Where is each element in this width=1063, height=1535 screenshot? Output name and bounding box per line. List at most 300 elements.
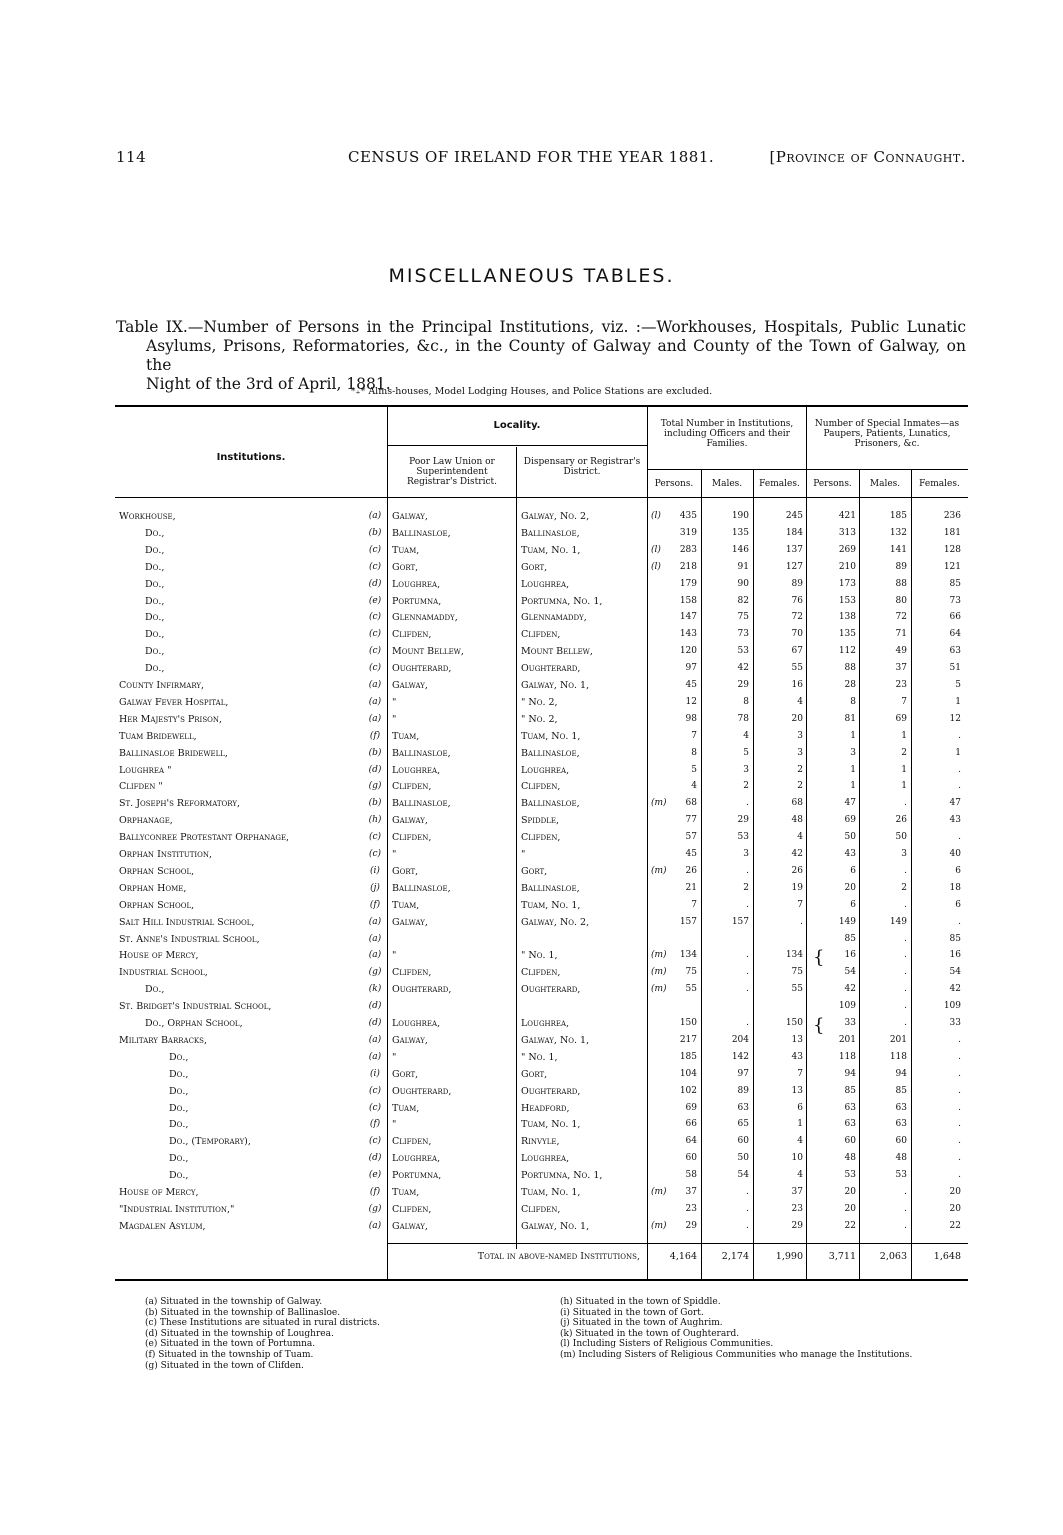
cell-p: 150 [679, 1018, 697, 1028]
table-row [115, 745, 968, 762]
cell-sp: 313 [838, 527, 856, 538]
cell-pu: " [392, 1051, 397, 1063]
cell-sp: 42 [844, 984, 856, 995]
cell-dis: Loughrea, [521, 1018, 570, 1029]
cell-f: 76 [791, 595, 803, 606]
cell-sp: 173 [838, 578, 856, 589]
cell-sm: 80 [895, 595, 907, 606]
cell-dis: Tuam, No. 1, [521, 730, 581, 742]
cell-m: 157 [731, 916, 749, 927]
cell-sm: 60 [895, 1136, 907, 1147]
cell-p: 283 [679, 544, 697, 555]
cell-f: 19 [791, 882, 803, 893]
cell-sfx: (c) [368, 1136, 382, 1147]
cell-sp: 85 [844, 933, 856, 944]
footnotes-left [145, 1297, 525, 1371]
cell-pu: " [392, 950, 397, 962]
cell-inst: "Industrial Institution," [119, 1203, 235, 1215]
cell-sp: 33 [844, 1018, 856, 1028]
cell-p: 179 [679, 578, 697, 589]
table-row [115, 1116, 968, 1133]
cell-sfx: (a) [368, 1051, 382, 1062]
cell-m: . [746, 1203, 749, 1214]
cell-sfx: (c) [368, 612, 382, 623]
cell-inst: Orphan School, [119, 865, 195, 877]
cell-inst: Orphanage, [119, 815, 173, 827]
cell-sp: 210 [838, 561, 856, 572]
exclusion-note: *₊* Alms-houses, Model Lodging Houses, and Police Stations are excluded. [350, 386, 713, 397]
cell-sfx: (c) [368, 832, 382, 843]
table-row [115, 609, 968, 626]
table-row [115, 677, 968, 694]
cell-dis: " No. 2, [521, 713, 558, 725]
cell-pu: " [392, 696, 397, 708]
cell-pu: Gort, [392, 1068, 419, 1080]
cell-sf: 51 [949, 663, 961, 674]
footnote: (l) Including Sisters of Religious Communities. [560, 1339, 774, 1350]
cell-sf: 16 [949, 950, 961, 961]
cell-inst: Orphan School, [119, 899, 195, 911]
cell-sf: . [958, 1170, 961, 1181]
cell-p: 29 [685, 1220, 697, 1231]
cell-sm: 3 [901, 849, 907, 859]
cell-sfx: (d) [368, 764, 382, 775]
cell-sfx: (h) [368, 815, 382, 826]
cell-m: 73 [737, 629, 749, 640]
cell-sfx: (c) [368, 646, 382, 657]
cell-dis: Headford, [521, 1102, 570, 1114]
cell-inst: Do., [169, 1085, 189, 1097]
cell-sf: 40 [949, 849, 961, 859]
cell-m: 3 [743, 849, 749, 859]
cell-m: 91 [737, 561, 749, 572]
table-row [115, 694, 968, 711]
cell-m: . [746, 798, 749, 809]
cell-m: 97 [737, 1068, 749, 1079]
cell-m: . [746, 984, 749, 995]
cell-sp: 22 [844, 1220, 856, 1231]
cell-sm: . [904, 1001, 907, 1012]
cell-m: . [746, 950, 749, 961]
cell-sp: 63 [844, 1102, 856, 1113]
table-row [115, 914, 968, 931]
footnote: (c) These Institutions are situated in rural districts. [145, 1318, 380, 1329]
brace: { [813, 1015, 825, 1036]
table-row [115, 542, 968, 559]
cell-pu: " [392, 1119, 397, 1131]
cell-pu: Oughterard, [392, 1085, 452, 1097]
cell-sfx: (j) [370, 882, 380, 893]
cell-sm: 26 [895, 815, 907, 826]
cell-f: 75 [791, 967, 803, 978]
cell-p: 435 [679, 511, 697, 521]
cell-sf: 128 [943, 544, 961, 555]
cell-inst: Do., [145, 544, 165, 556]
cell-dis: " [521, 849, 526, 860]
cell-inst: Do., [145, 629, 165, 641]
cell-m: 135 [731, 527, 749, 538]
cell-p: 58 [685, 1170, 697, 1181]
cell-dis: Clifden, [521, 967, 561, 979]
footnote: (e) Situated in the town of Portumna. [145, 1339, 316, 1350]
table-row [115, 897, 968, 914]
footnotes-right [560, 1297, 980, 1361]
cell-pm: (l) [651, 511, 661, 521]
cell-inst: Ballinasloe Bridewell, [119, 747, 228, 759]
cell-dis: " No. 1, [521, 1051, 558, 1063]
cell-inst: Ballyconree Protestant Orphanage, [119, 832, 290, 844]
cell-pu: Galway, [392, 511, 428, 522]
cell-dis: Galway, No. 1, [521, 1220, 590, 1232]
cell-p: 68 [685, 798, 697, 809]
cell-sfx: (a) [368, 916, 382, 927]
table-row [115, 576, 968, 593]
cell-sp: 47 [844, 798, 856, 809]
cell-f: 55 [791, 984, 803, 995]
cell-sm: . [904, 1018, 907, 1028]
cell-sfx: (a) [368, 950, 382, 961]
cell-p: 102 [679, 1085, 697, 1096]
cell-sfx: (d) [368, 578, 382, 589]
cell-m: 78 [737, 713, 749, 724]
cell-pm: (m) [651, 865, 667, 876]
table-row [115, 593, 968, 610]
footnote: (k) Situated in the town of Oughterard. [560, 1328, 740, 1339]
cell-pu: Galway, [392, 680, 428, 691]
cell-pu: " [392, 849, 397, 860]
cell-inst: St. Bridget's Industrial School, [119, 1001, 272, 1013]
cell-sf: 85 [949, 578, 961, 589]
cell-f: 43 [791, 1051, 803, 1062]
cell-sp: 6 [850, 865, 856, 876]
cell-sp: 16 [844, 950, 856, 961]
cell-sf: 1 [955, 747, 961, 758]
cell-sm: 23 [895, 680, 907, 690]
cell-dis: Galway, No. 2, [521, 916, 590, 928]
cell-sfx: (d) [368, 1153, 382, 1164]
cell-f: 2 [797, 781, 803, 792]
cell-sf: 54 [949, 967, 961, 978]
cell-inst: Do., Orphan School, [145, 1018, 243, 1029]
cell-dis: Portumna, No. 1, [521, 595, 603, 607]
cell-pu: Glennamaddy, [392, 612, 458, 624]
cell-f: 26 [791, 865, 803, 876]
cell-f: 4 [797, 832, 803, 843]
table-row [115, 1218, 968, 1235]
cell-pu: Clifden, [392, 1136, 432, 1148]
cell-dis: " No. 1, [521, 950, 558, 962]
cell-f: 48 [791, 815, 803, 826]
footnote: (b) Situated in the township of Ballinasloe. [145, 1307, 341, 1318]
cell-sm: 132 [889, 527, 907, 538]
cell-p: 7 [691, 899, 697, 910]
cell-sp: 53 [844, 1170, 856, 1181]
cell-f: 4 [797, 1136, 803, 1147]
header-males: Males. [711, 479, 743, 489]
cell-sf: . [958, 1153, 961, 1164]
cell-pu: " [392, 713, 397, 725]
cell-p: 69 [685, 1102, 697, 1113]
cell-sf: 1 [955, 696, 961, 707]
cell-pu: Gort, [392, 561, 419, 573]
cell-m: . [746, 899, 749, 910]
cell-sfx: (a) [368, 1220, 382, 1231]
cell-f: 7 [797, 899, 803, 910]
cell-pu: Clifden, [392, 1203, 432, 1215]
cell-inst: Do., [145, 527, 165, 539]
cell-inst: Do., [169, 1068, 189, 1080]
cell-sf: . [958, 916, 961, 927]
table-row [115, 964, 968, 981]
footnote: (j) Situated in the town of Aughrim. [560, 1318, 723, 1329]
cell-dis: Rinvyle, [521, 1136, 560, 1148]
cell-pu: Ballinasloe, [392, 527, 451, 539]
table-row [115, 998, 968, 1015]
cell-sm: 85 [895, 1085, 907, 1096]
cell-sm: 1 [901, 781, 907, 792]
cell-sf: 43 [949, 815, 961, 826]
cell-sfx: (f) [369, 730, 381, 741]
cell-sm: 69 [895, 713, 907, 724]
cell-m: . [746, 1018, 749, 1028]
cell-sf: . [958, 1085, 961, 1096]
table-row [115, 846, 968, 863]
cell-dis: Oughterard, [521, 1085, 581, 1097]
cell-f: 68 [791, 798, 803, 809]
footnote: (i) Situated in the town of Gort. [560, 1307, 704, 1318]
cell-f: 67 [791, 646, 803, 657]
cell-sm: . [904, 984, 907, 995]
cell-p: 218 [679, 561, 697, 572]
cell-sf: 85 [949, 933, 961, 944]
cell-m: 5 [743, 747, 749, 758]
cell-sm: 149 [889, 916, 907, 927]
cell-pu: Galway, [392, 916, 428, 928]
table-row [115, 1032, 968, 1049]
cell-sm: 2 [901, 882, 907, 893]
cell-inst: Workhouse, [119, 511, 176, 522]
cell-sp: 60 [844, 1136, 856, 1147]
cell-sp: 201 [838, 1034, 856, 1045]
table-row [115, 1133, 968, 1150]
cell-sm: . [904, 865, 907, 876]
cell-sp: 138 [838, 612, 856, 623]
cell-inst: Do., (Temporary), [169, 1136, 251, 1148]
cell-p: 143 [679, 629, 697, 640]
running-title: CENSUS OF IRELAND FOR THE YEAR 1881. [348, 148, 715, 166]
cell-inst: Do., [169, 1102, 189, 1114]
caption-line-3: Night of the 3rd of April, 1881. [146, 375, 391, 393]
cell-sm: 53 [895, 1170, 907, 1181]
cell-pu: Portumna, [392, 595, 442, 607]
page-number: 114 [116, 148, 147, 166]
cell-sfx: (a) [368, 696, 382, 707]
table-row [115, 1015, 968, 1032]
cell-f: 4 [797, 696, 803, 707]
cell-sf: 109 [943, 1001, 961, 1012]
cell-sfx: (a) [368, 713, 382, 724]
cell-p: 64 [685, 1136, 697, 1147]
cell-p: 26 [685, 865, 697, 876]
cell-inst: Galway Fever Hospital, [119, 696, 229, 708]
cell-sm: 49 [895, 646, 907, 657]
cell-m: 42 [737, 663, 749, 674]
footnote: (a) Situated in the township of Galway. [145, 1297, 323, 1307]
cell-sfx: (b) [368, 798, 382, 809]
cell-pu: Galway, [392, 1034, 428, 1046]
cell-sm: . [904, 899, 907, 910]
cell-dis: Ballinasloe, [521, 527, 580, 539]
cell-m: 75 [737, 612, 749, 623]
cell-sf: . [958, 1102, 961, 1113]
cell-pm: (m) [651, 1220, 667, 1231]
caption-line-1: Table IX.—Number of Persons in the Principal Institutions, viz. :—Workhouses, Hospitals, Public Lunatic [116, 318, 966, 336]
cell-sm: 48 [895, 1153, 907, 1164]
cell-sp: 20 [844, 1187, 856, 1197]
cell-f: 89 [791, 578, 803, 589]
cell-p: 104 [679, 1068, 697, 1079]
total-special-persons: 3,711 [828, 1251, 856, 1262]
cell-m: 146 [731, 544, 749, 555]
cell-p: 60 [685, 1153, 697, 1164]
cell-f: 10 [791, 1153, 803, 1164]
cell-m: 2 [743, 781, 749, 792]
cell-pu: Clifden, [392, 629, 432, 641]
cell-sp: 28 [844, 680, 856, 690]
brace: { [813, 947, 825, 968]
cell-f: 42 [791, 849, 803, 859]
cell-sf: 47 [949, 798, 961, 809]
totals-label: Total in above-named Institutions, [477, 1251, 640, 1262]
cell-m: 2 [743, 882, 749, 893]
cell-sf: 73 [949, 595, 961, 606]
cell-dis: Galway, No. 1, [521, 1034, 590, 1046]
table-row [115, 762, 968, 779]
cell-m: 142 [731, 1051, 749, 1062]
cell-pu: Tuam, [392, 730, 420, 742]
cell-m: 53 [737, 646, 749, 657]
cell-pu: Mount Bellew, [392, 646, 464, 658]
cell-inst: Orphan Institution, [119, 849, 213, 860]
cell-f: 23 [791, 1203, 803, 1214]
footnote: (d) Situated in the township of Loughrea. [145, 1328, 334, 1339]
cell-sm: 88 [895, 578, 907, 589]
cell-p: 23 [685, 1203, 697, 1214]
cell-sfx: (g) [368, 1203, 382, 1214]
cell-sm: 185 [889, 511, 907, 521]
cell-inst: Salt Hill Industrial School, [119, 916, 255, 928]
header-persons: Persons. [654, 479, 694, 489]
cell-pu: Galway, [392, 815, 428, 827]
cell-pu: Loughrea, [392, 1153, 441, 1165]
table-row [115, 812, 968, 829]
cell-sf: . [958, 764, 961, 775]
cell-dis: Mount Bellew, [521, 646, 593, 658]
table-row [115, 1184, 968, 1201]
cell-inst: Tuam Bridewell, [119, 730, 197, 742]
cell-sm: 1 [901, 764, 907, 775]
table-row [115, 1201, 968, 1218]
cell-pm: (m) [651, 1187, 667, 1197]
total-special-females: 1,648 [933, 1251, 961, 1262]
table-row [115, 829, 968, 846]
cell-inst: Do., [145, 561, 165, 573]
cell-f: 16 [791, 680, 803, 690]
cell-sfx: (e) [368, 1170, 382, 1181]
cell-f: 137 [785, 544, 803, 555]
cell-sp: 81 [844, 713, 856, 724]
cell-p: 217 [679, 1034, 697, 1045]
cell-m: 8 [743, 696, 749, 707]
cell-inst: Loughrea " [119, 764, 172, 776]
header-special-persons: Persons. [813, 479, 852, 489]
cell-f: 37 [791, 1187, 803, 1197]
cell-p: 157 [679, 916, 697, 927]
table-row [115, 1100, 968, 1117]
cell-dis: Spiddle, [521, 815, 559, 827]
cell-dis: Tuam, No. 1, [521, 544, 581, 556]
cell-f: 4 [797, 1170, 803, 1181]
cell-f: 245 [785, 511, 803, 521]
cell-sfx: (b) [368, 747, 382, 758]
table-row [115, 947, 968, 964]
table-row [115, 643, 968, 660]
cell-m: 65 [737, 1119, 749, 1130]
cell-p: 57 [685, 832, 697, 843]
cell-sp: 69 [844, 815, 856, 826]
cell-sm: 94 [895, 1068, 907, 1079]
total-persons: 4,164 [669, 1251, 697, 1262]
table-row [115, 778, 968, 795]
cell-p: 120 [679, 646, 697, 657]
cell-p: 319 [679, 527, 697, 538]
cell-sfx: (b) [368, 527, 382, 538]
footnote: (h) Situated in the town of Spiddle. [560, 1297, 721, 1307]
cell-sp: 43 [844, 849, 856, 859]
table-row [115, 525, 968, 542]
cell-p: 45 [685, 849, 697, 859]
total-special-males: 2,063 [879, 1251, 907, 1262]
table-row [115, 863, 968, 880]
cell-sm: 63 [895, 1102, 907, 1113]
cell-sp: 63 [844, 1119, 856, 1130]
cell-pu: Clifden, [392, 967, 432, 979]
cell-inst: Do., [145, 984, 165, 996]
cell-sf: 64 [949, 629, 961, 640]
cell-f: 13 [791, 1034, 803, 1045]
cell-sfx: (c) [368, 561, 382, 572]
table-row [115, 1150, 968, 1167]
table-row [115, 1049, 968, 1066]
cell-dis: Oughterard, [521, 663, 581, 675]
cell-f: 55 [791, 663, 803, 674]
cell-sf: . [958, 1051, 961, 1062]
cell-sp: 153 [838, 595, 856, 606]
cell-f: 184 [785, 527, 803, 538]
caption-line-2: Asylums, Prisons, Reformatories, &c., in the County of Galway and County of the Town of Galway, on the [146, 337, 966, 374]
cell-p: 5 [691, 764, 697, 775]
cell-pm: (m) [651, 950, 667, 961]
cell-sp: 1 [850, 764, 856, 775]
cell-sm: . [904, 1220, 907, 1231]
cell-pu: Tuam, [392, 899, 420, 911]
cell-dis: Galway, No. 2, [521, 511, 590, 522]
cell-sp: 1 [850, 730, 856, 741]
cell-dis: Glennamaddy, [521, 612, 587, 624]
cell-dis: Gort, [521, 865, 548, 877]
cell-m: . [746, 967, 749, 978]
cell-m: 29 [737, 680, 749, 690]
